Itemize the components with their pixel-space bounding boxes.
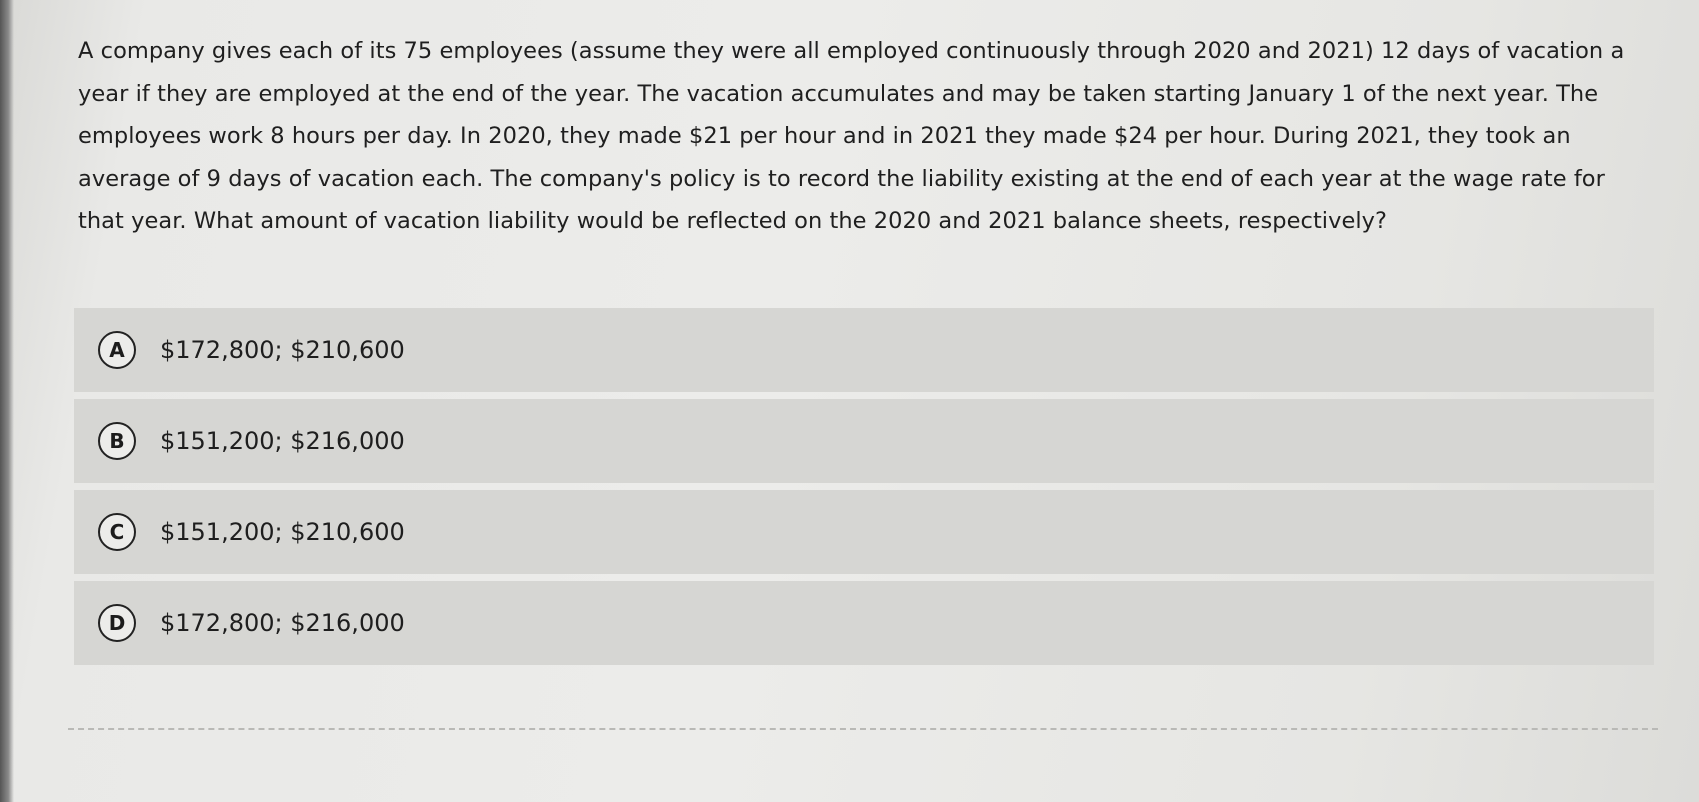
question-text: A company gives each of its 75 employees (assume they were all employed continuously through 2020 and 2021) 12 days of vacation a year if they are employed at the end of the year. The vacation accumulates and may be taken starting January 1 of the next year. The employees work 8 hours per day. In 2020, they made $21 per hour and in 2021 they made $24 per hour. During 2021, they took an average of 9 days of vacation each. The company's policy is to record the liability existing at the end of each year at the wage rate for that year. What amount of vacation liability would be reflected on the 2020 and 2021 balance sheets, respectively? (78, 38, 1625, 234)
dashed-divider (68, 728, 1658, 730)
option-d[interactable] (74, 581, 1654, 665)
option-a-label: $172,800; $210,600 (160, 336, 405, 364)
option-a[interactable] (74, 308, 1654, 392)
screen-edge (0, 0, 14, 802)
option-b-label: $151,200; $216,000 (160, 427, 405, 455)
option-c-letter: C (98, 513, 136, 551)
option-b-letter: B (98, 422, 136, 460)
option-b[interactable] (74, 399, 1654, 483)
option-c-label: $151,200; $210,600 (160, 518, 405, 546)
option-d-letter: D (98, 604, 136, 642)
answer-options (74, 308, 1654, 672)
option-a-letter: A (98, 331, 136, 369)
option-d-label: $172,800; $216,000 (160, 609, 405, 637)
option-c[interactable] (74, 490, 1654, 574)
